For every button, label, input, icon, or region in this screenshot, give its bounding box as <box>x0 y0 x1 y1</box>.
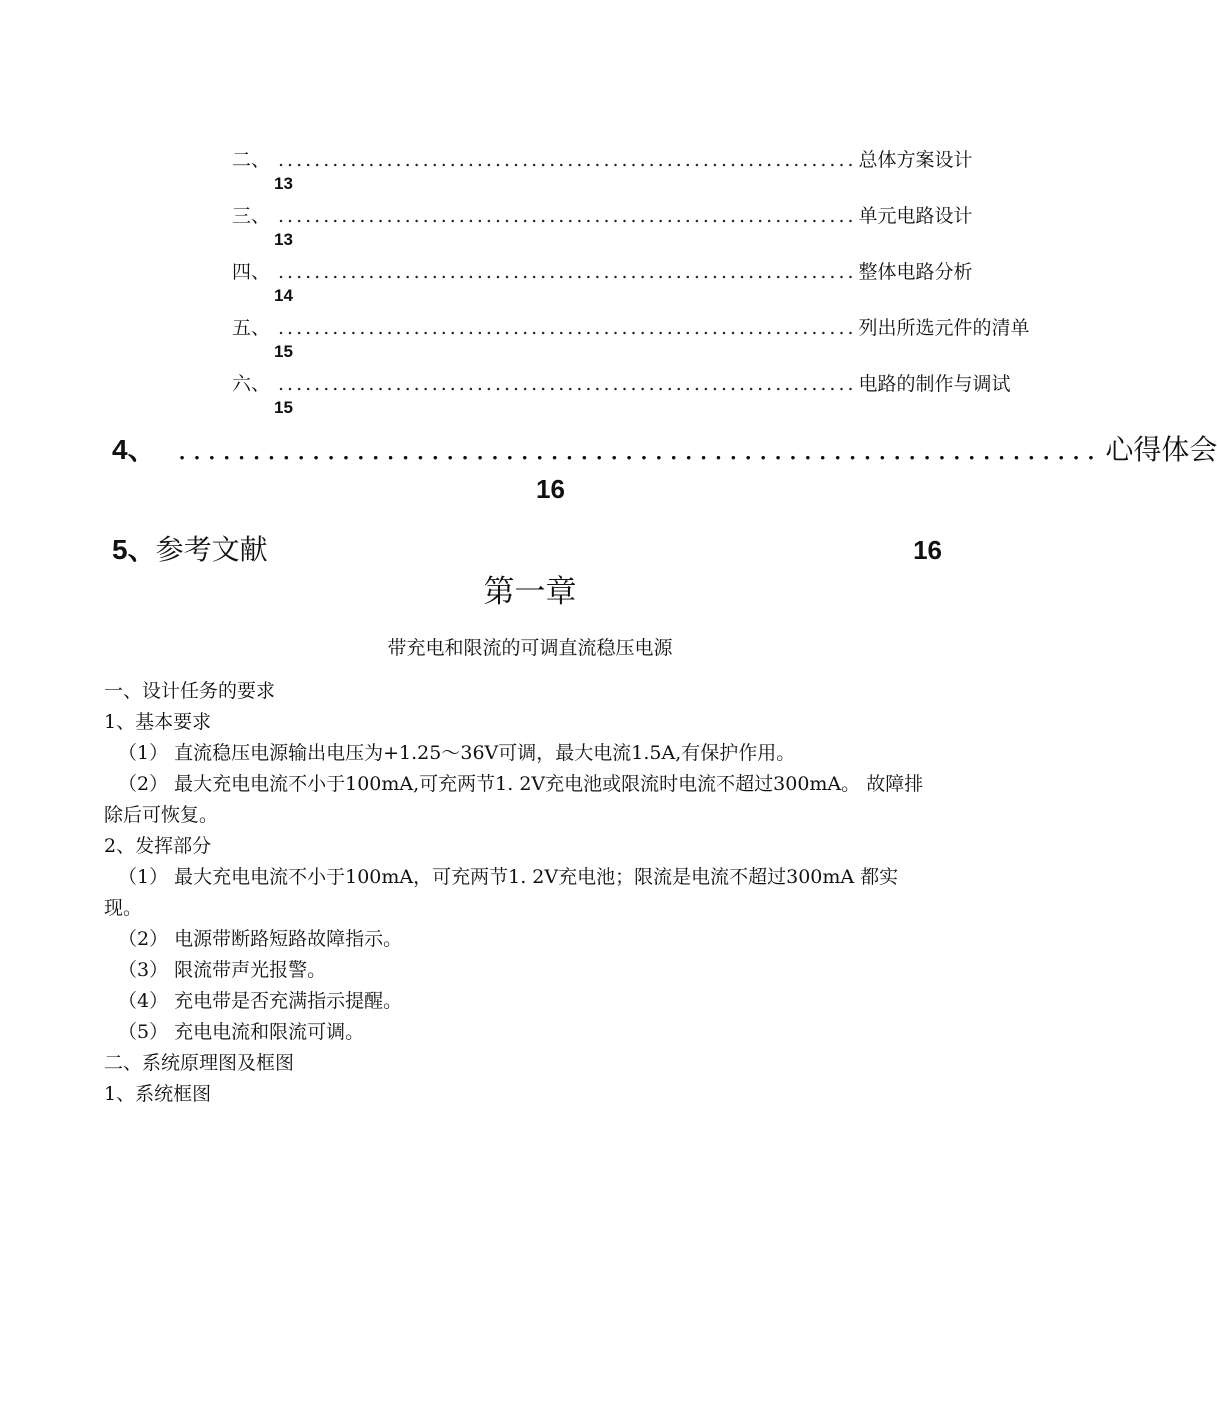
toc-entry-number: 二、 <box>232 149 271 171</box>
toc-leader-dots: .............................................................. <box>177 433 1102 466</box>
requirement-item: （2） 电源带断路短路故障指示。 <box>118 928 403 950</box>
toc-entry-title: 心得体会 <box>1105 433 1217 466</box>
toc-entry-title: 电路的制作与调试 <box>858 373 1011 395</box>
requirement-item-continuation: 现。 <box>104 897 143 919</box>
requirement-item: （1） 直流稳压电源输出电压为+1.25～36V可调，最大电流1.5A,有保护作用。 <box>118 742 796 764</box>
toc-leader-dots: ................................................................ <box>278 205 857 227</box>
requirement-item: （4） 充电带是否充满指示提醒。 <box>118 990 403 1012</box>
toc-entry-page: 14 <box>274 286 293 305</box>
requirement-item-continuation: 除后可恢复。 <box>104 804 219 826</box>
toc-entry-title: 总体方案设计 <box>858 149 973 171</box>
toc-entry-2[interactable] <box>232 148 973 204</box>
toc-entry-4[interactable] <box>232 260 973 316</box>
toc-entry-page: 16 <box>536 474 565 504</box>
chapter-subtitle: 带充电和限流的可调直流稳压电源 <box>387 637 673 659</box>
toc-leader-dots: ................................................................ <box>278 317 857 339</box>
toc-entry-title: 参考文献 <box>155 533 268 566</box>
section-heading: 二、系统原理图及框图 <box>104 1052 295 1074</box>
toc-entry-title: 列出所选元件的清单 <box>858 317 1030 339</box>
toc-entry-number: 三、 <box>232 205 271 227</box>
toc-leader-dots: ................................................................ <box>278 373 857 395</box>
subsection-heading: 1、基本要求 <box>104 711 212 733</box>
toc-entry-page: 13 <box>274 174 293 193</box>
subsection-heading: 1、系统框图 <box>104 1083 212 1105</box>
toc-entry-page: 15 <box>274 398 293 417</box>
toc-entry-number: 5、 <box>112 534 156 565</box>
toc-entry-number: 四、 <box>232 261 271 283</box>
toc-entry-6[interactable] <box>232 372 1011 428</box>
toc-entry-number: 五、 <box>232 317 271 339</box>
toc-entry-number: 4、 <box>112 434 156 465</box>
toc-entry-references[interactable] <box>112 528 942 568</box>
toc-entry-page: 15 <box>274 342 293 361</box>
toc-leader-dots: ................................................................ <box>278 149 857 171</box>
toc-entry-3[interactable] <box>232 204 973 260</box>
toc-entry-page: 13 <box>274 230 293 249</box>
toc-entry-reflections[interactable] <box>112 432 1217 468</box>
toc-entry-number: 六、 <box>232 373 271 395</box>
chapter-body <box>104 676 964 1110</box>
requirement-item: （5） 充电电流和限流可调。 <box>118 1021 365 1043</box>
toc-leader-dots: ................................................................ <box>278 261 857 283</box>
section-heading: 一、设计任务的要求 <box>104 680 276 702</box>
requirement-item: （3） 限流带声光报警。 <box>118 959 327 981</box>
subsection-heading: 2、发挥部分 <box>104 835 212 857</box>
requirement-item: （2） 最大充电电流不小于100mA,可充两节1. 2V充电池或限流时电流不超过300mA。 故障排 <box>118 773 924 795</box>
toc-entry-title: 单元电路设计 <box>858 205 973 227</box>
toc-entry-5[interactable] <box>232 316 1030 372</box>
requirement-item: （1） 最大充电电流不小于100mA，可充两节1. 2V充电池；限流是电流不超过300mA 都实 <box>118 866 899 888</box>
chapter-title: 第一章 <box>483 574 577 610</box>
toc-entry-page: 16 <box>913 535 942 565</box>
toc-entry-title: 整体电路分析 <box>858 261 973 283</box>
